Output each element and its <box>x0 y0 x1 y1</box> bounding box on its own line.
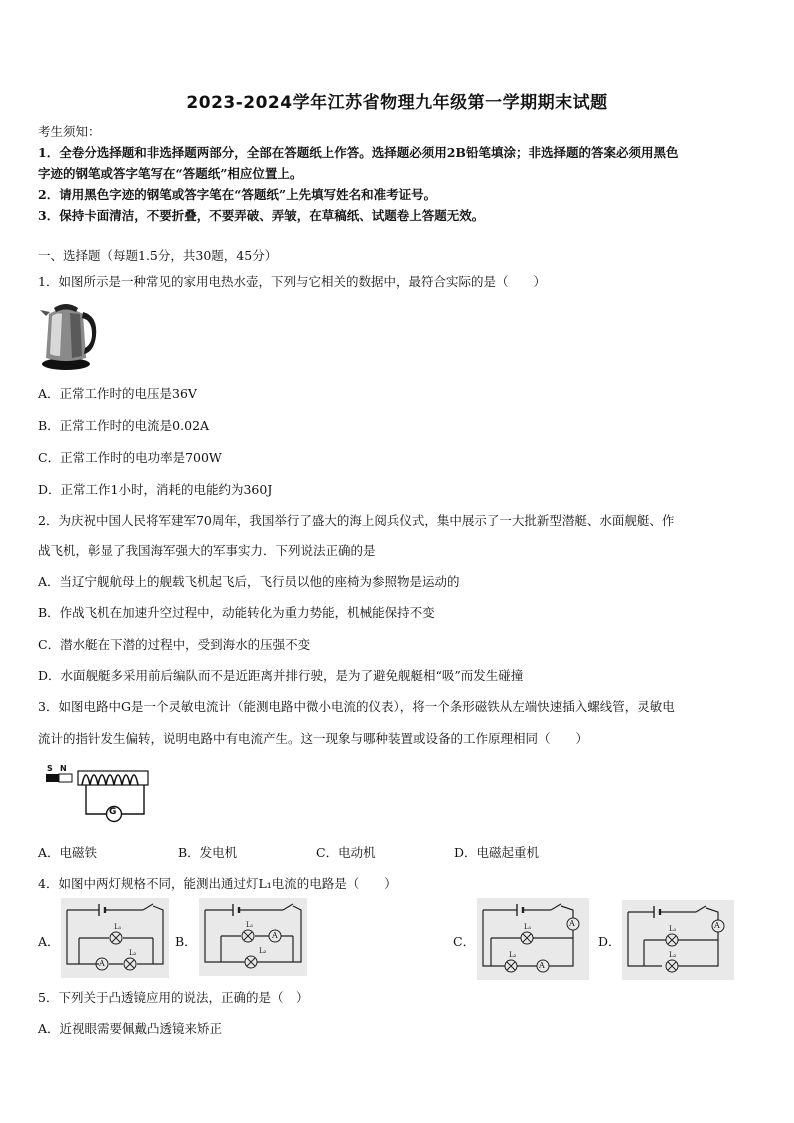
lamp-l2-label: L₂ <box>259 947 267 955</box>
magnet-n-label: N <box>60 764 67 773</box>
question-4-stem: 4．如图中两灯规格不同，能测出通过灯L₁电流的电路是（ ） <box>38 876 397 891</box>
kettle-image <box>40 296 100 372</box>
section-heading: 一、选择题（每题1.5分，共30题，45分） <box>38 248 278 263</box>
circuit-a-diagram <box>61 898 169 978</box>
lamp-l1-label: L₁ <box>246 921 254 929</box>
question-5-option: A．近视眼需要佩戴凸透镜来矫正 <box>38 1021 223 1036</box>
lamp-l2-label: L₂ <box>129 949 137 957</box>
question-3-option: A．电磁铁 <box>38 845 98 860</box>
circuit-c-diagram <box>477 898 589 980</box>
question-2-option: A．当辽宁舰航母上的舰载飞机起飞后，飞行员以他的座椅为参照物是运动的 <box>38 574 460 589</box>
notice-heading: 考生须知： <box>38 124 101 139</box>
question-2-stem: 2．为庆祝中国人民将军建军70周年，我国举行了盛大的海上阅兵仪式，集中展示了一大批新型潜艇、水面舰艇、作 <box>38 513 675 528</box>
question-3-option: C．电动机 <box>316 845 376 860</box>
question-2-option: D．水面舰艇多采用前后编队而不是近距离并排行驶，是为了避免舰艇相“吸”而发生碰撞 <box>38 668 524 683</box>
ammeter-label: A <box>569 919 575 928</box>
circuit-d-diagram <box>622 900 734 980</box>
lamp-l2-label: L₂ <box>509 951 517 959</box>
question-1-option: C．正常工作时的电功率是700W <box>38 450 222 465</box>
circuit-b-diagram <box>199 898 307 976</box>
lamp-l1-label: L₁ <box>669 925 677 933</box>
galvanometer-label: G <box>109 807 117 817</box>
question-3-stem: 3．如图电路中G是一个灵敏电流计（能测电路中微小电流的仪表），将一个条形磁铁从左端快速插入螺线管，灵敏电 <box>38 699 675 714</box>
lamp-l1-label: L₁ <box>114 923 122 931</box>
option-a-label: A． <box>38 934 60 949</box>
question-2-option: B．作战飞机在加速升空过程中，动能转化为重力势能，机械能保持不变 <box>38 605 435 620</box>
notice-item: 1．全卷分选择题和非选择题两部分，全部在答题纸上作答。选择题必须用2B铅笔填涂；非选择题的答案必须用黑色 <box>38 145 679 160</box>
notice-item: 3．保持卡面清洁，不要折叠，不要弄破、弄皱，在草稿纸、试题卷上答题无效。 <box>38 208 485 223</box>
question-1-option: D．正常工作1小时，消耗的电能约为360J <box>38 482 273 497</box>
question-1-stem: 1．如图所示是一种常见的家用电热水壶，下列与它相关的数据中，最符合实际的是（ ） <box>38 274 546 289</box>
question-3-options <box>38 843 539 861</box>
question-1-option: A．正常工作时的电压是36V <box>38 386 197 401</box>
question-2-stem: 战飞机，彰显了我国海军强大的军事实力．下列说法正确的是 <box>38 543 376 558</box>
lamp-l1-label: L₁ <box>524 923 532 931</box>
option-d-label: D． <box>598 934 621 949</box>
notice-item: 字迹的钢笔或答字笔写在“答题纸”相应位置上。 <box>38 166 303 181</box>
magnet-s-label: S <box>47 764 53 773</box>
question-3-option: D．电磁起重机 <box>454 845 540 860</box>
ammeter-label: A <box>272 931 278 940</box>
option-b-label: B． <box>175 934 197 949</box>
page-title: 2023-2024学年江苏省物理九年级第一学期期末试题 <box>186 93 608 113</box>
question-1-option: B．正常工作时的电流是0.02A <box>38 418 210 433</box>
question-3-option: B．发电机 <box>178 845 238 860</box>
notice-item: 2．请用黑色字迹的钢笔或答字笔在“答题纸”上先填写姓名和准考证号。 <box>38 187 437 202</box>
question-2-option: C．潜水艇在下潜的过程中，受到海水的压强不变 <box>38 637 311 652</box>
ammeter-label: A <box>714 921 720 930</box>
question-3-stem: 流计的指针发生偏转，说明电路中有电流产生。这一现象与哪种装置或设备的工作原理相同（ ） <box>38 731 589 746</box>
option-c-label: C． <box>453 934 476 949</box>
ammeter-label: A <box>99 959 105 968</box>
lamp-l2-label: L₂ <box>669 951 677 959</box>
ammeter-label: A <box>539 961 545 970</box>
question-5-stem: 5．下列关于凸透镜应用的说法，正确的是（ ） <box>38 990 309 1005</box>
